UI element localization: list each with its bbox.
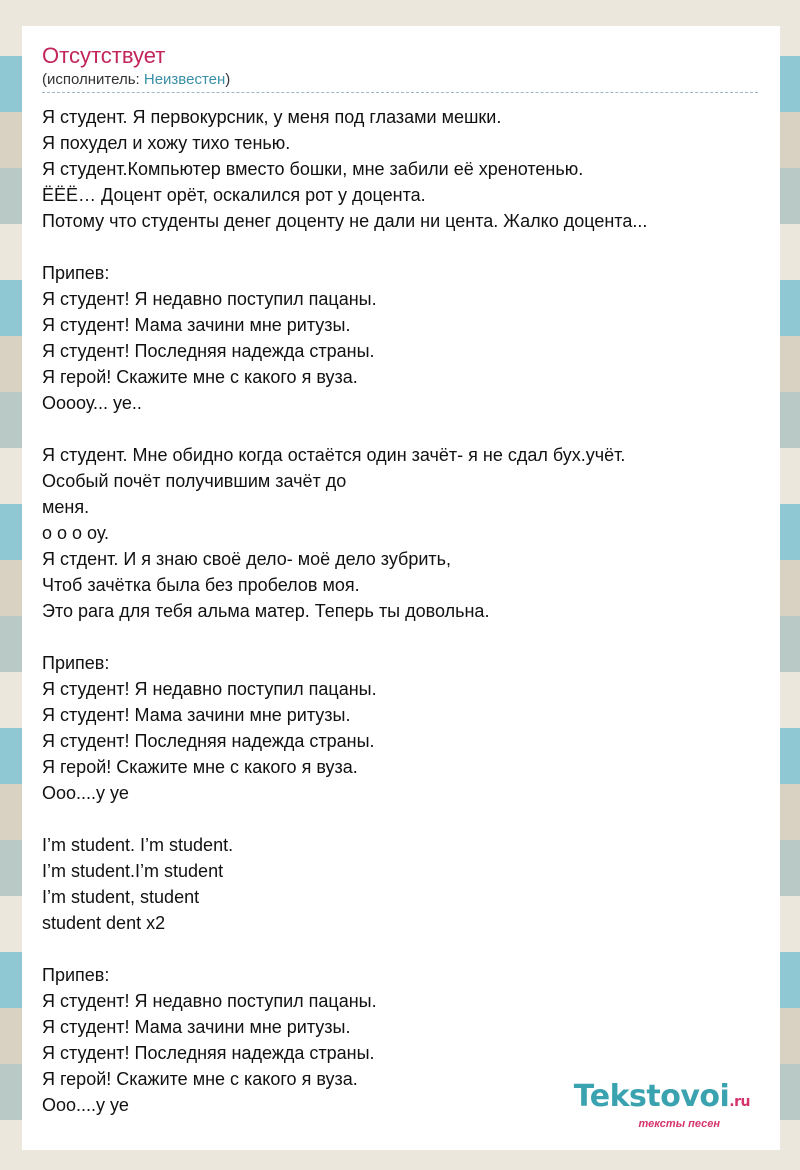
lyrics-blank-line xyxy=(42,234,758,260)
lyrics-line: Ооо....у уе xyxy=(42,783,129,803)
artist-line xyxy=(42,70,758,93)
lyrics-line: Я студент. Мне обидно когда остаётся один зачёт- я не сдал бух.учёт. xyxy=(42,445,626,465)
lyrics-blank-line xyxy=(42,936,758,962)
lyrics-line: I’m student.I’m student xyxy=(42,861,224,881)
lyrics-line: Это рага для тебя альма матер. Теперь ты довольна. xyxy=(42,601,490,621)
artist-link[interactable]: Неизвестен xyxy=(143,71,226,88)
lyrics-line: I’m student, student xyxy=(42,887,200,907)
lyrics-card xyxy=(22,26,780,1150)
lyrics-line: Потому что студенты денег доценту не дали ни цента. Жалко доцента... xyxy=(42,211,648,231)
lyrics-line: Я студент! Последняя надежда страны. xyxy=(42,1043,375,1063)
lyrics-line: Припев: xyxy=(42,263,110,283)
lyrics-line: Чтоб зачётка была без пробелов моя. xyxy=(42,575,360,595)
lyrics-line: Особый почёт получившим зачёт до xyxy=(42,471,347,491)
lyrics-line: Ооооу... уе.. xyxy=(42,393,142,413)
song-header xyxy=(42,42,758,93)
lyrics-body xyxy=(42,104,758,1118)
site-logo[interactable] xyxy=(574,1081,750,1130)
lyrics-blank-line xyxy=(42,624,758,650)
lyrics-line: Припев: xyxy=(42,653,110,673)
lyrics-line: меня. xyxy=(42,497,90,517)
lyrics-line: о о о оу. xyxy=(42,523,110,543)
lyrics-line: Я студент! Я недавно поступил пацаны. xyxy=(42,679,377,699)
lyrics-line: Я студент. Я первокурсник, у меня под глазами мешки. xyxy=(42,107,502,127)
lyrics-line: student dent x2 xyxy=(42,913,166,933)
lyrics-line: Я герой! Скажите мне с какого я вуза. xyxy=(42,367,358,387)
logo-text: Tekstovoi xyxy=(573,1079,730,1114)
artist-suffix: ) xyxy=(225,71,231,88)
logo-tagline: тексты песен xyxy=(638,1118,720,1130)
lyrics-line: Припев: xyxy=(42,965,110,985)
lyrics-line: I’m student. I’m student. xyxy=(42,835,234,855)
lyrics-line: Я герой! Скажите мне с какого я вуза. xyxy=(42,757,358,777)
lyrics-blank-line xyxy=(42,416,758,442)
lyrics-line: Ооо....у уе xyxy=(42,1095,129,1115)
lyrics-line: Я студент! Я недавно поступил пацаны. xyxy=(42,991,377,1011)
lyrics-line: Я студент! Последняя надежда страны. xyxy=(42,341,375,361)
lyrics-line: ЁЁЁ… Доцент орёт, оскалился рот у доцента. xyxy=(42,185,426,205)
lyrics-line: Я студент! Мама зачини мне ритузы. xyxy=(42,1017,351,1037)
lyrics-line: Я герой! Скажите мне с какого я вуза. xyxy=(42,1069,358,1089)
song-title: Отсутствует xyxy=(42,43,166,68)
lyrics-line: Я стдент. И я знаю своё дело- моё дело зубрить, xyxy=(42,549,452,569)
lyrics-line: Я студент! Мама зачини мне ритузы. xyxy=(42,315,351,335)
lyrics-line: Я студент.Компьютер вместо бошки, мне забили её хренотенью. xyxy=(42,159,584,179)
artist-prefix: (исполнитель: xyxy=(42,71,144,88)
lyrics-blank-line xyxy=(42,806,758,832)
lyrics-line: Я студент! Последняя надежда страны. xyxy=(42,731,375,751)
logo-tld: .ru xyxy=(729,1094,750,1110)
lyrics-line: Я похудел и хожу тихо тенью. xyxy=(42,133,291,153)
lyrics-line: Я студент! Мама зачини мне ритузы. xyxy=(42,705,351,725)
lyrics-line: Я студент! Я недавно поступил пацаны. xyxy=(42,289,377,309)
